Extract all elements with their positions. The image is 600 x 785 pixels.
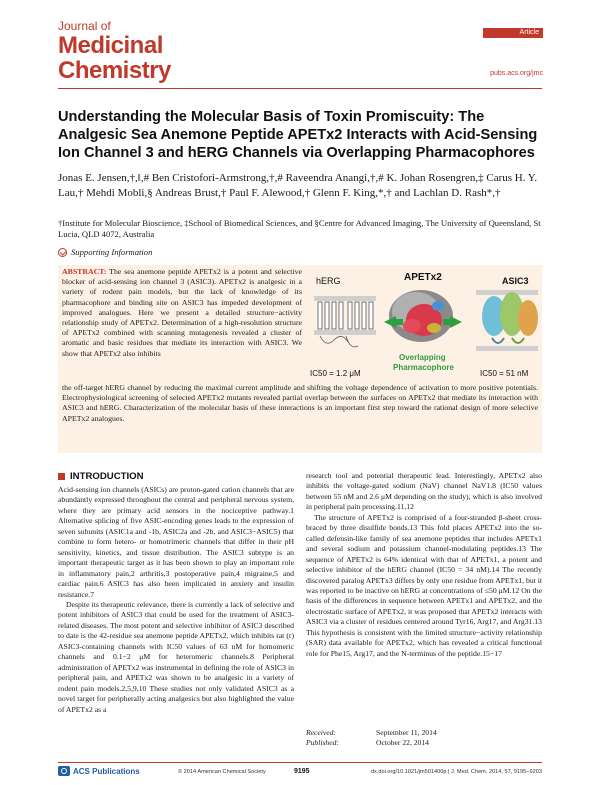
supporting-info-icon	[58, 248, 67, 257]
acs-logo-icon	[58, 766, 70, 776]
author-list: Jonas E. Jensen,†,‖,# Ben Cristofori-Armstrong,†,# Raveendra Anangi,†,# K. Johan Rosengren,‡ Carus H. Y. Lau,† Mehdi Mobli,§ Andreas Brust,† Paul F. Alewood,† Glenn F. King,*,† and Lachlan D. Rash*,†	[58, 172, 538, 199]
herg-label: hERG	[316, 276, 341, 286]
publication-dates	[306, 728, 542, 748]
introduction-heading-text: INTRODUCTION	[70, 471, 144, 482]
published-label: Published:	[306, 738, 339, 747]
header-divider	[58, 88, 542, 89]
herg-channel-illustration	[314, 296, 376, 347]
section-bullet-icon	[58, 473, 65, 480]
asic3-channel-illustration	[476, 290, 538, 351]
doi-citation-link[interactable]: dx.doi.org/10.1021/jm501400p | J. Med. Chem. 2014, 57, 9195−9203	[370, 769, 542, 775]
article-type-badge: Article	[483, 28, 543, 38]
introduction-heading	[58, 471, 144, 482]
journal-logo	[58, 20, 218, 83]
intro-paragraph-2: Despite its therapeutic relevance, there is currently a lack of selective and potent inhibitors of ASIC3 that could be used for the treatment of ASIC3-related diseases. The most potent and selective inhibitor of ASIC3 described to date is the 42-residue sea anemone peptide APETx2, which inhibits rat (r) ASIC3-containing channels with IC50 values of 63 nM for homomeric channels and 0.1−2 μM for heteromeric channels.8 Peripheral administration of APETx2 was instrumental in defining the role of ASIC3 in peripheral pain, and APETx2 was shown to be analgesic in a variety of rodent pain models.2,5,9,10 These studies not only validated ASIC3 as a novel target for peripherally acting analgesics but also highlighted the value of APETx2 as a	[58, 599, 294, 714]
abstract-text-left	[62, 267, 302, 359]
published-date: October 22, 2014	[376, 738, 429, 747]
acs-publications-logo[interactable]	[58, 766, 140, 776]
abstract-text-part1: The sea anemone peptide APETx2 is a potent and selective blocker of acid-sensing ion channel 3 (ASIC3). APETx2 is analgesic in a variety of rodent pain models, but the lack of knowledge of its pharmacophore and binding site on ASIC3 has impeded development of improved analogues. Here we present a detailed structure−activity relationship study of APETx2. Determination of a high-resolution structure of APETx2 combined with scanning mutagenesis revealed a cluster of aromatic and basic residues that mediate its interaction with ASIC3. We show that APETx2 also inhibits	[62, 267, 302, 358]
intro-paragraph-4: The structure of APETx2 is comprised of a four-stranded β-sheet cross-braced by three disulfide bonds.13 This fold places APETx2 into the so-called defensin-like family of sea anemone peptides that includes APETx1 and several sodium and potassium channel-modulating peptides.13 The sequence of APETx2 is 64% identical with that of APETx1, a potent and selective inhibitor of the hERG channel (IC50 = 34 nM).14 The recently discovered paralog APETx3 differs by only one residue from APETx1, but it was reported to be inactive on hERG at concentrations of ≤50 μM.12 On the basis of the differences in sequence between APETx1 and APETx2, and the electrostatic surface of APETx2, it was proposed that APETx2 interacts with ASIC3 via a cluster of residues centered around Tyr16, Arg17, and Arg31.13 This hypothesis is consistent with the limited structure−activity relationship (SAR) data available for APETx2, which has revealed a critical functional role for Phe15, Arg17, and the N-terminus of the peptide.15−17	[306, 512, 542, 658]
footer-divider	[58, 762, 542, 763]
intro-paragraph-3: research tool and potential therapeutic lead. Interestingly, APETx2 also inhibits the voltage-gated sodium (NaV) channel NaV1.8 (IC50 values between 55 nM and 2.6 μM depending on the study), which is also involved in peripheral pain processing.11,12	[306, 471, 542, 512]
overlap-label-line1: Overlapping	[399, 353, 446, 362]
toc-graphic	[306, 268, 540, 380]
article-title: Understanding the Molecular Basis of Toxin Promiscuity: The Analgesic Sea Anemone Peptide APETx2 Interacts with Acid-Sensing Ion Channel 3 and hERG Channels via Overlapping Pharmacophores	[58, 109, 538, 161]
apetx2-label: APETx2	[404, 272, 442, 283]
received-label: Received:	[306, 728, 336, 737]
intro-paragraph-1: Acid-sensing ion channels (ASICs) are proton-gated cation channels that are abundantly expressed throughout the central and peripheral nervous system, where they are primary acid sensors in the nociceptive pathway.1 Alternative splicing of five ASIC-encoding genes leads to the expression of seven subunits (ASIC1a and -1b, ASIC2a and -2b, and ASIC3−ASIC5) that combine to form hetero- or homotrimeric channels that differ in their pH sensitivity, kinetics, and tissue distribution. The ASIC3 subtype is an important therapeutic target as it has been shown to play an important role in inflammatory pain,2 arthritis,3 postoperative pain,4 migraine,5 and cardiac pain.6 ASIC3 has also been implicated in anxiety and insulin resistance.7	[58, 485, 294, 599]
left-column	[58, 485, 294, 715]
asic3-label: ASIC3	[502, 276, 529, 286]
acs-logo-text: ACS Publications	[73, 766, 140, 776]
right-column	[306, 471, 542, 659]
overlap-label-line2: Pharmacophore	[393, 363, 454, 372]
herg-ic50-label: IC50 = 1.2 μM	[310, 369, 361, 378]
received-date: September 11, 2014	[376, 728, 437, 737]
published-row	[306, 738, 542, 748]
copyright-notice: © 2014 American Chemical Society	[178, 769, 266, 775]
journal-url-link[interactable]: pubs.acs.org/jmc	[490, 70, 543, 77]
received-row	[306, 728, 542, 738]
affiliations: †Institute for Molecular Bioscience, ‡School of Biomedical Sciences, and §Centre for Advanced Imaging, The University of Queensland, St Lucia, QLD 4072, Australia	[58, 218, 541, 239]
page-number: 9195	[294, 768, 310, 775]
journal-logo-small: Journal of	[58, 19, 111, 33]
abstract-label: ABSTRACT:	[62, 267, 107, 276]
apetx2-molecule-surface	[389, 290, 453, 342]
asic3-ic50-label: IC50 = 51 nM	[480, 369, 529, 378]
page-footer	[58, 766, 542, 778]
supporting-information-label: Supporting Information	[71, 247, 153, 257]
supporting-information-link[interactable]	[58, 247, 152, 257]
journal-logo-line1: Medicinal	[58, 32, 163, 59]
abstract-text-full: the off-target hERG channel by reducing the maximal current amplitude and shifting the voltage dependence of activation to more positive potentials. Electrophysiological screening of selected APETx2 mutants revealed partial overlap between the surfaces on APETx2 that mediate its interaction with ASIC3 and hERG. Characterization of the molecular basis of these interactions is an important first step toward the rational design of more selective APETx2 analogues.	[62, 383, 538, 423]
journal-logo-line2: Chemistry	[58, 57, 171, 84]
